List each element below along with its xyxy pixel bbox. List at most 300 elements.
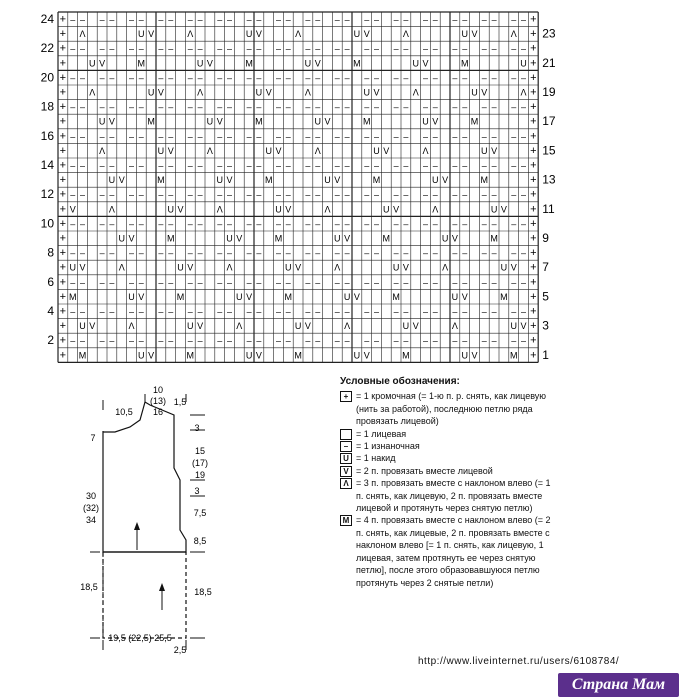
stitch-symbol: – (462, 335, 468, 346)
stitch-symbol: Λ (344, 321, 351, 332)
stitch-symbol: – (315, 102, 321, 113)
stitch-symbol: – (217, 335, 223, 346)
edge-stitch-symbol: + (59, 101, 67, 114)
edge-stitch-symbol: + (59, 232, 67, 245)
stitch-symbol: U (422, 116, 429, 127)
stitch-symbol: – (70, 277, 76, 288)
edge-stitch-symbol: + (59, 305, 67, 318)
stitch-symbol: – (334, 160, 340, 171)
stitch-symbol: – (168, 218, 174, 229)
stitch-symbol: U (481, 145, 488, 156)
stitch-symbol: – (79, 43, 86, 54)
stitch-symbol: – (275, 72, 282, 83)
stitch-symbol: – (128, 14, 135, 25)
stitch-symbol: Λ (226, 262, 233, 273)
stitch-symbol: V (344, 233, 351, 244)
stitch-symbol: M (137, 58, 146, 69)
legend-text: = 4 п. провязать вместе с наклоном влево (= 2 п. снять, как лицевые, 2 п. провязать вместе с наклоном влево [= 1 п. снять, как лицевую, 1 лицевая, затем протянуть ее через снятую петлю], после этого образовавшуюся петлю протянуть через 2 снятые петли) (356, 515, 551, 588)
stitch-symbol: – (285, 218, 291, 229)
stitch-symbol: V (363, 350, 370, 361)
stitch-symbol: – (168, 248, 174, 259)
stitch-symbol: – (128, 160, 135, 171)
stitch-symbol: – (226, 102, 233, 113)
stitch-symbol: – (481, 131, 487, 142)
stitch-symbol: – (79, 277, 86, 288)
stitch-symbol: – (109, 131, 115, 142)
stitch-symbol: – (422, 43, 429, 54)
edge-stitch-symbol: + (59, 174, 67, 187)
row-number-left: 10 (40, 216, 54, 231)
stitch-symbol: – (491, 160, 497, 171)
stitch-symbol: – (168, 160, 174, 171)
stitch-symbol: – (187, 335, 193, 346)
stitch-symbol: – (511, 277, 517, 288)
row-number-left: 20 (40, 70, 54, 85)
stitch-symbol: M (274, 233, 283, 244)
stitch-symbol: – (99, 131, 105, 142)
stitch-symbol: – (187, 160, 193, 171)
stitch-symbol: – (520, 218, 527, 229)
stitch-symbol: – (344, 306, 350, 317)
stitch-symbol: – (432, 248, 438, 259)
stitch-symbol: – (109, 306, 115, 317)
stitch-symbol: – (373, 102, 380, 113)
stitch-symbol: – (226, 306, 233, 317)
edge-stitch-symbol: + (530, 57, 537, 70)
stitch-symbol: M (392, 291, 400, 302)
stitch-symbol: V (226, 175, 233, 186)
stitch-symbol: – (305, 218, 311, 229)
stitch-symbol: U (432, 175, 439, 186)
stitch-symbol: – (197, 43, 203, 54)
legend-item (340, 477, 555, 514)
legend-text: = 1 накид (356, 453, 396, 464)
stitch-symbol: – (217, 277, 223, 288)
stitch-symbol: – (256, 43, 262, 54)
stitch-symbol: – (462, 72, 468, 83)
stitch-symbol: – (481, 14, 487, 25)
stitch-symbol: – (481, 306, 487, 317)
edge-stitch-symbol: + (530, 159, 537, 172)
stitch-symbol: M (186, 350, 195, 361)
stitch-symbol: U (510, 321, 517, 332)
stitch-symbol: M (353, 58, 361, 69)
row-number-right: 3 (542, 318, 549, 333)
stitch-symbol: V (500, 204, 507, 215)
stitch-symbol: – (79, 160, 86, 171)
stitch-symbol: M (255, 116, 263, 127)
stitch-symbol: – (246, 131, 252, 142)
stitch-symbol: – (275, 160, 282, 171)
stitch-symbol: – (226, 189, 233, 200)
stitch-symbol: – (462, 306, 468, 317)
stitch-symbol: U (89, 58, 96, 69)
stitch-symbol: – (70, 14, 76, 25)
stitch-symbol: U (265, 145, 272, 156)
edge-stitch-symbol: + (59, 290, 67, 303)
stitch-symbol: – (315, 160, 321, 171)
stitch-symbol: – (138, 248, 144, 259)
stitch-symbol: M (264, 175, 273, 186)
stitch-symbol: – (197, 189, 203, 200)
stitch-symbol: – (344, 189, 350, 200)
stitch-symbol: – (99, 277, 105, 288)
stitch-symbol: – (285, 43, 291, 54)
stitch-symbol: – (344, 43, 350, 54)
stitch-symbol: – (452, 218, 458, 229)
stitch-symbol: – (511, 218, 517, 229)
stitch-symbol: V (510, 262, 517, 273)
stitch-symbol: U (108, 175, 116, 186)
stitch-symbol: U (500, 262, 508, 273)
edge-stitch-symbol: + (530, 349, 537, 362)
stitch-symbol: V (451, 233, 458, 244)
stitch-symbol: – (226, 160, 233, 171)
site-logo: Страна Мам (558, 673, 679, 697)
stitch-symbol: V (265, 87, 272, 98)
stitch-symbol: – (344, 72, 350, 83)
stitch-symbol: – (481, 43, 487, 54)
stitch-symbol: – (364, 160, 370, 171)
stitch-symbol: U (471, 87, 478, 98)
stitch-symbol: – (168, 43, 174, 54)
edge-stitch-symbol: + (59, 261, 67, 274)
schematic-outline (103, 402, 186, 552)
stitch-symbol: U (118, 233, 125, 244)
stitch-symbol: – (79, 306, 86, 317)
stitch-symbol: – (128, 102, 135, 113)
stitch-symbol: – (393, 160, 399, 171)
stitch-symbol: – (217, 43, 223, 54)
stitch-symbol: – (217, 160, 223, 171)
stitch-symbol: – (491, 248, 497, 259)
stitch-symbol: – (70, 189, 76, 200)
stitch-symbol: – (344, 248, 350, 259)
stitch-symbol: – (511, 131, 517, 142)
legend-symbol-icon: Λ (340, 478, 352, 489)
stitch-symbol: V (471, 350, 478, 361)
stitch-symbol: – (393, 218, 399, 229)
stitch-symbol: – (364, 218, 370, 229)
legend-symbol-icon (340, 429, 352, 440)
stitch-symbol: – (491, 277, 497, 288)
stitch-symbol: – (334, 14, 340, 25)
stitch-symbol: – (217, 189, 223, 200)
stitch-symbol: – (226, 43, 233, 54)
label-shoulder-left: 10,5 (115, 407, 133, 417)
stitch-symbol: – (422, 335, 429, 346)
stitch-symbol: – (481, 72, 487, 83)
stitch-symbol: V (363, 29, 370, 40)
stitch-symbol: – (520, 102, 527, 113)
stitch-symbol: – (364, 277, 370, 288)
stitch-symbol: – (168, 277, 174, 288)
stitch-symbol: – (403, 335, 409, 346)
stitch-symbol: V (99, 58, 106, 69)
stitch-symbol: – (256, 218, 262, 229)
stitch-symbol: – (511, 72, 517, 83)
stitch-symbol: M (78, 350, 87, 361)
stitch-symbol: – (187, 72, 193, 83)
stitch-symbol: M (68, 291, 77, 302)
stitch-symbol: – (315, 306, 321, 317)
stitch-symbol: M (382, 233, 391, 244)
stitch-symbol: – (432, 72, 438, 83)
legend-text: = 3 п. провязать вместе с наклоном влево (= 1 п. снять, как лицевую, 2 п. провязать вместе лицевой и протянуть через снятую петлю) (356, 478, 551, 514)
stitch-symbol: – (315, 72, 321, 83)
stitch-symbol: – (334, 277, 340, 288)
stitch-symbol: – (432, 189, 438, 200)
stitch-symbol: – (275, 277, 282, 288)
stitch-symbol: – (158, 218, 164, 229)
stitch-symbol: – (128, 335, 135, 346)
legend-item (340, 465, 555, 477)
stitch-symbol: – (422, 248, 429, 259)
stitch-symbol: – (217, 14, 223, 25)
stitch-symbol: V (442, 175, 449, 186)
stitch-symbol: – (256, 306, 262, 317)
edge-stitch-symbol: + (59, 276, 67, 289)
stitch-symbol: M (176, 291, 185, 302)
stitch-symbol: – (422, 306, 429, 317)
row-number-left: 2 (47, 333, 54, 348)
edge-stitch-symbol: + (530, 232, 537, 245)
stitch-symbol: U (490, 204, 498, 215)
stitch-symbol: – (520, 335, 527, 346)
stitch-symbol: – (315, 277, 321, 288)
stitch-symbol: – (197, 218, 203, 229)
stitch-symbol: – (187, 218, 193, 229)
stitch-symbol: – (99, 218, 105, 229)
stitch-symbol: – (373, 218, 380, 229)
stitch-symbol: – (187, 131, 193, 142)
stitch-symbol: – (305, 14, 311, 25)
stitch-symbol: – (334, 72, 340, 83)
stitch-symbol: – (99, 306, 105, 317)
stitch-symbol: – (109, 43, 115, 54)
stitch-symbol: – (452, 72, 458, 83)
stitch-symbol: – (246, 335, 252, 346)
stitch-symbol: – (217, 102, 223, 113)
stitch-symbol: V (69, 204, 76, 215)
stitch-symbol: – (226, 14, 233, 25)
stitch-symbol: – (462, 189, 468, 200)
stitch-symbol: – (138, 218, 144, 229)
edge-stitch-symbol: + (530, 115, 537, 128)
stitch-symbol: – (403, 189, 409, 200)
legend-symbol-icon: V (340, 466, 352, 477)
stitch-symbol: M (245, 58, 253, 69)
stitch-symbol: – (491, 102, 497, 113)
edge-stitch-symbol: + (530, 86, 537, 99)
stitch-symbol: U (353, 29, 361, 40)
legend-item (340, 440, 555, 452)
edge-stitch-symbol: + (59, 159, 67, 172)
stitch-symbol: M (284, 291, 293, 302)
stitch-symbol: V (79, 262, 86, 273)
stitch-symbol: V (471, 29, 478, 40)
stitch-symbol: – (79, 131, 86, 142)
label-step-a: 3 (194, 423, 200, 433)
stitch-symbol: – (158, 43, 164, 54)
stitch-symbol: – (246, 43, 252, 54)
stitch-symbol: – (158, 102, 164, 113)
edge-stitch-symbol: + (59, 28, 67, 41)
stitch-symbol: – (187, 14, 193, 25)
stitch-symbol: – (168, 131, 174, 142)
stitch-symbol: Λ (79, 29, 86, 40)
stitch-symbol: – (70, 306, 76, 317)
stitch-symbol: – (432, 102, 438, 113)
stitch-symbol: – (285, 306, 291, 317)
stitch-symbol: M (166, 233, 175, 244)
stitch-symbol: – (315, 14, 321, 25)
stitch-symbol: – (364, 248, 370, 259)
stitch-symbol: – (275, 335, 282, 346)
edge-stitch-symbol: + (530, 13, 537, 26)
stitch-symbol: Λ (206, 145, 213, 156)
stitch-symbol: U (373, 145, 380, 156)
stitch-symbol: – (481, 248, 487, 259)
legend-symbol-icon: U (340, 453, 352, 464)
edge-stitch-symbol: + (530, 217, 537, 230)
stitch-symbol: – (305, 72, 311, 83)
label-step-b: 3 (194, 486, 200, 496)
stitch-symbol: – (158, 277, 164, 288)
stitch-symbol: V (461, 291, 468, 302)
stitch-symbol: – (403, 277, 409, 288)
stitch-symbol: – (364, 43, 370, 54)
stitch-symbol: – (226, 131, 233, 142)
stitch-symbol: M (294, 350, 302, 361)
stitch-symbol: Λ (314, 145, 321, 156)
stitch-symbol: – (403, 306, 409, 317)
stitch-symbol: – (393, 131, 399, 142)
stitch-symbol: V (353, 291, 360, 302)
stitch-symbol: – (79, 248, 86, 259)
stitch-symbol: – (285, 131, 291, 142)
stitch-symbol: Λ (108, 204, 115, 215)
edge-stitch-symbol: + (59, 57, 67, 70)
stitch-symbol: Λ (236, 321, 243, 332)
stitch-symbol: U (461, 29, 468, 40)
stitch-symbol: V (157, 87, 164, 98)
source-url[interactable]: http://www.liveinternet.ru/users/6108784/ (418, 656, 620, 667)
stitch-symbol: – (432, 43, 438, 54)
stitch-symbol: U (412, 58, 419, 69)
stitch-symbol: – (344, 218, 350, 229)
stitch-symbol: – (344, 102, 350, 113)
stitch-symbol: – (520, 189, 527, 200)
edge-stitch-symbol: + (530, 144, 537, 157)
label-length-b: (32) (82, 503, 100, 513)
edge-stitch-symbol: + (59, 86, 67, 99)
stitch-symbol: – (109, 72, 115, 83)
stitch-symbol: U (255, 87, 263, 98)
row-number-left: 22 (40, 41, 54, 56)
stitch-symbol: – (197, 14, 203, 25)
label-length-c: 34 (85, 515, 97, 525)
edge-stitch-symbol: + (530, 334, 537, 347)
stitch-symbol: V (206, 58, 213, 69)
stitch-symbol: – (403, 14, 409, 25)
stitch-symbol: – (99, 102, 105, 113)
stitch-symbol: – (285, 189, 291, 200)
legend-item (340, 428, 555, 440)
stitch-symbol: M (480, 175, 489, 186)
edge-stitch-symbol: + (530, 290, 537, 303)
stitch-symbol: – (99, 189, 105, 200)
row-number-right: 1 (542, 347, 549, 362)
stitch-symbol: M (157, 175, 165, 186)
stitch-symbol: – (462, 14, 468, 25)
stitch-symbol: – (168, 306, 174, 317)
stitch-symbol: V (216, 116, 223, 127)
stitch-symbol: – (422, 160, 429, 171)
stitch-symbol: – (462, 43, 468, 54)
stitch-symbol: – (462, 102, 468, 113)
stitch-symbol: – (452, 131, 458, 142)
stitch-symbol: M (372, 175, 381, 186)
stitch-symbol: – (256, 189, 262, 200)
stitch-symbol: – (491, 72, 497, 83)
stitch-symbol: – (520, 131, 527, 142)
stitch-symbol: U (441, 233, 449, 244)
stitch-symbol: – (197, 248, 203, 259)
stitch-symbol: – (285, 335, 291, 346)
stitch-symbol: V (402, 262, 409, 273)
stitch-symbol: V (520, 321, 527, 332)
stitch-symbol: Λ (402, 29, 409, 40)
stitch-symbol: – (491, 131, 497, 142)
row-number-right: 17 (542, 114, 556, 129)
stitch-symbol: – (481, 277, 487, 288)
stitch-symbol: – (334, 248, 340, 259)
stitch-symbol: – (305, 277, 311, 288)
stitch-symbol: – (168, 335, 174, 346)
stitch-symbol: M (402, 350, 410, 361)
stitch-symbol: U (236, 291, 243, 302)
stitch-symbol: – (344, 335, 350, 346)
edge-stitch-symbol: + (59, 334, 67, 347)
stitch-symbol: Λ (451, 321, 458, 332)
stitch-symbol: U (520, 58, 527, 69)
stitch-symbol: – (403, 248, 409, 259)
stitch-symbol: – (393, 248, 399, 259)
stitch-symbol: – (128, 277, 135, 288)
stitch-symbol: V (255, 29, 262, 40)
stitch-symbol: U (98, 116, 106, 127)
stitch-symbol: – (217, 72, 223, 83)
stitch-symbol: – (138, 277, 144, 288)
chart-row-labels (41, 12, 556, 362)
stitch-symbol: – (275, 43, 282, 54)
stitch-symbol: M (500, 291, 508, 302)
stitch-symbol: – (246, 14, 252, 25)
stitch-symbol: – (168, 189, 174, 200)
legend-text: = 2 п. провязать вместе лицевой (356, 465, 493, 476)
stitch-symbol: U (187, 321, 194, 332)
edge-stitch-symbol: + (59, 13, 67, 26)
edge-stitch-symbol: + (59, 247, 67, 260)
stitch-symbol: – (168, 102, 174, 113)
stitch-symbol: – (275, 306, 282, 317)
row-number-left: 12 (40, 187, 54, 202)
stitch-symbol: V (148, 350, 155, 361)
stitch-symbol: – (432, 277, 438, 288)
stitch-symbol: – (305, 189, 311, 200)
label-top-width-c: 16 (152, 407, 164, 417)
